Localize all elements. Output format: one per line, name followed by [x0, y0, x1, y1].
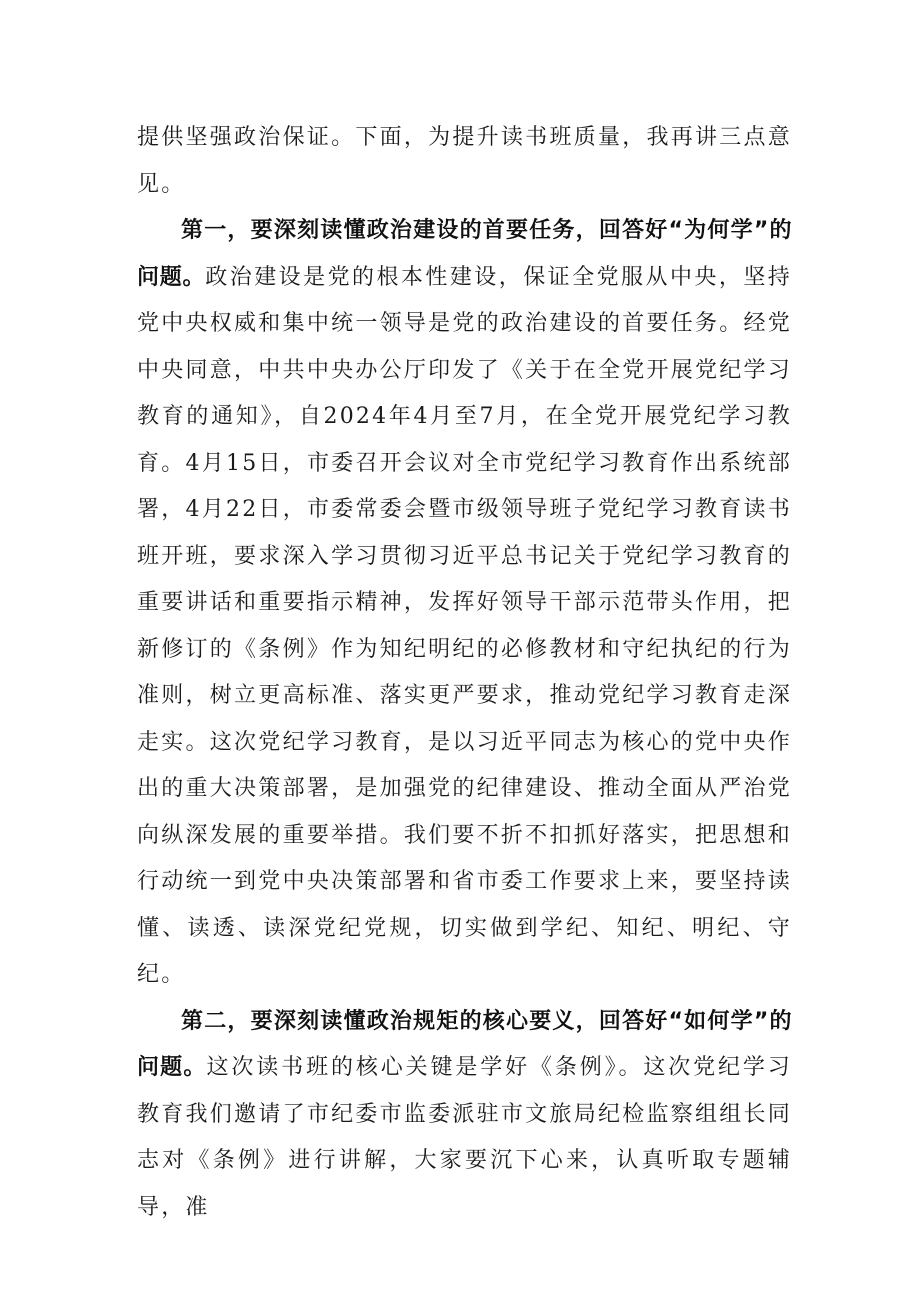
intro-text: 提供坚强政治保证。下面，为提升读书班质量，我再讲三点意见。 — [137, 125, 792, 197]
section-two-heading: 第二，要深刻读懂政治规矩的核心要义，回答好“如何学”的问题。 — [137, 1008, 792, 1080]
section-one-body: 政治建设是党的根本性建设，保证全党服从中央，坚持党中央权威和集中统一领导是党的政治建设的首要任务。经党中央同意，中共中央办公厅印发了《关于在全党开展党纪学习教育的通知》，自2024年4月至7月，在全党开展党纪学习教育。4月15日，市委召开会议对全市党纪学习教育作出系统部署，4月22日，市委常委会暨市级领导班子党纪学习教育读书班开班，要求深入学习贯彻习近平总书记关于党纪学习教育的重要讲话和重要指示精神，发挥好领导干部示范带头作用，把新修订的《条例》作为知纪明纪的必修教材和守纪执纪的行为准则，树立更高标准、落实更严要求，推动党纪学习教育走深走实。这次党纪学习教育，是以习近平同志为核心的党中央作出的重大决策部署，是加强党的纪律建设、推动全面从严治党向纵深发展的重要举措。我们要不折不扣抓好落实，把思想和行动统一到党中央决策部署和省市委工作要求上来，要坚持读懂、读透、读深党纪党规，切实做到学纪、知纪、明纪、守纪。 — [137, 264, 792, 987]
section-one-heading: 第一，要深刻读懂政治建设的首要任务，回答好“为何学”的问题。 — [137, 218, 792, 290]
intro-paragraph — [137, 115, 792, 208]
document-body — [137, 115, 792, 1231]
section-one-paragraph — [137, 208, 792, 999]
section-two-body: 这次读书班的核心关键是学好《条例》。这次党纪学习教育我们邀请了市纪委市监委派驻市文旅局纪检监察组组长同志对《条例》进行讲解，大家要沉下心来，认真听取专题辅导，准 — [137, 1055, 792, 1220]
section-two-paragraph — [137, 999, 792, 1232]
